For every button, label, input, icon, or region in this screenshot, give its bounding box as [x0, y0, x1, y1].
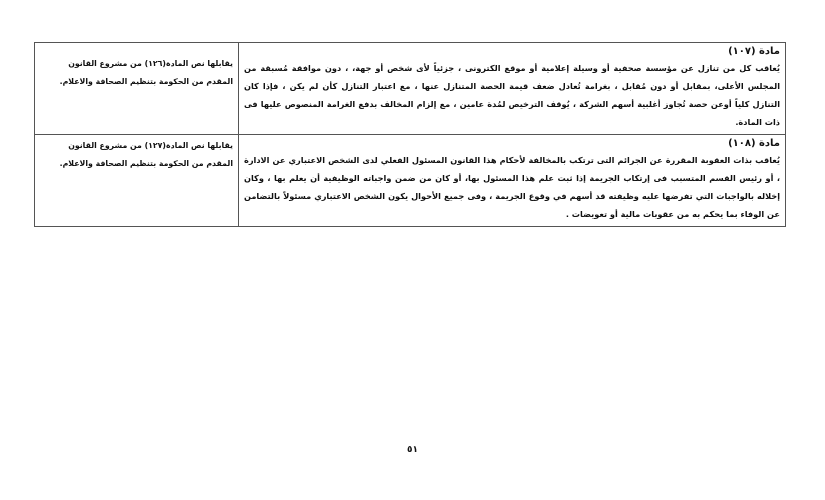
page-number: ٥١ [407, 445, 418, 455]
article-title: مادة (١٠٨) [728, 138, 780, 149]
article-title: مادة (١٠٧) [728, 46, 780, 57]
article-cell [239, 43, 786, 135]
reference-note-cell [35, 135, 239, 227]
article-body: يُعاقب بذات العقوبة المقررة عن الجرائم التى ترتكب بالمخالفة لأحكام هذا القانون المسئول الفعلي لدى الشخص الاعتباري عن الادارة ، أو رئيس القسم المتسبب فى إرتكاب الجريمة إذا ثبت علم هذا المسئول بها، أو كان من ضمن واجباته الوظيفية أن يعلم بها ، وكان إخلاله بالواجبات التي تفرضها عليه وظيفته قد أسهم في وقوع الجريمة ، وفى جميع الأحوال يكون الشخص الاعتباري مسئولاً بالتضامن عن الوفاء بما يحكم به من عقوبات مالية أو تعويضات . [244, 155, 780, 219]
article-body: يُعاقب كل من تنازل عن مؤسسة صحفية أو وسيلة إعلامية أو موقع الكترونى ، جزئياً لأى شخص أو جهة، ، دون موافقة مُسبقة من المجلس الأعلى، بمقابل أو دون مُقابل ، بغرامة تُعادل ضعف قيمة الحصة المتنازل عنها ، مع اعتبار التنازل كأن لم يكن ، فإذا كان التنازل كلياً أوعن حصة تُجاوز أغلبية أسهم الشركة ، يُوقف الترخيص لمُدة عامين ، مع إلزام المخالف بدفع الغرامة المنصوص عليها فى ذات المادة. [244, 63, 780, 127]
table-row [35, 43, 786, 135]
articles-table [34, 42, 786, 227]
table-row [35, 135, 786, 227]
reference-note: يقابلها نص المادة(١٢٧) من مشروع القانون المقدم من الحكومة بتنظيم الصحافة والاعلام. [59, 141, 233, 168]
reference-note: يقابلها نص المادة(١٢٦) من مشروع القانون المقدم من الحكومة بتنظيم الصحافة والاعلام. [59, 59, 233, 86]
article-cell [239, 135, 786, 227]
reference-note-cell [35, 43, 239, 135]
